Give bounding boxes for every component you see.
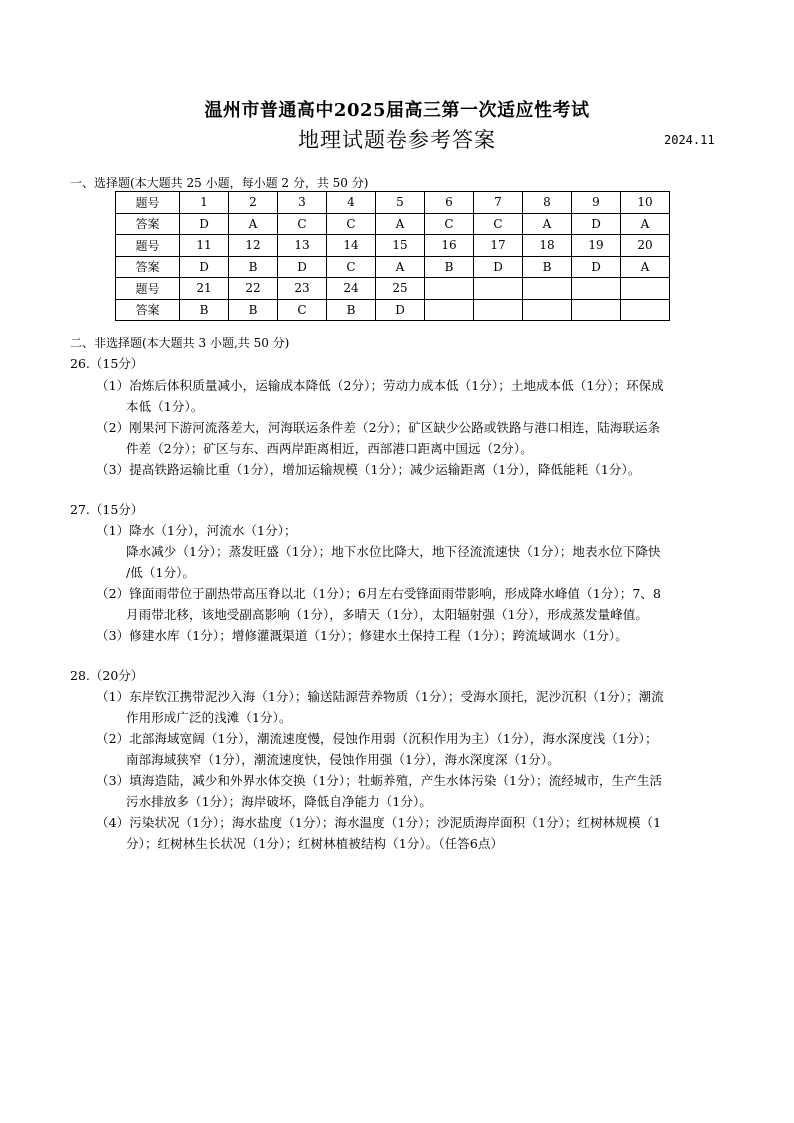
question-number-cell: 1	[180, 192, 229, 214]
answer-cell: D	[572, 213, 621, 235]
question-number-cell: 25	[376, 278, 425, 300]
question-number-cell: 14	[327, 235, 376, 257]
q28-line: （2）北部海域宽阔（1分），潮流速度慢，侵蚀作用弱（沉积作用为主）（1分），海水深度浅（1分）；	[96, 731, 658, 746]
answer-cell: B	[327, 299, 376, 321]
answer-cell: B	[180, 299, 229, 321]
q27-line: （1）降水（1分），河流水（1分）；	[96, 523, 297, 538]
answer-cell: D	[180, 256, 229, 278]
question-number-cell: 5	[376, 192, 425, 214]
q28-line: （3）填海造陆，减少和外界水体交换（1分）；牡蛎养殖，产生水体污染（1分）；流经城市，生产生活	[96, 773, 663, 788]
answer-cell: A	[376, 256, 425, 278]
answer-row-label: 答案	[116, 256, 180, 278]
answer-cell: C	[327, 213, 376, 235]
q27-line: 降水减少（1分）；蒸发旺盛（1分）；地下水位比降大，地下径流流速快（1分）；地表水位下降快	[126, 544, 661, 559]
question-number-cell: 15	[376, 235, 425, 257]
q27-line: 月雨带北移，该地受副高影响（1分），多晴天（1分），太阳辐射强（1分），形成蒸发量峰值。	[126, 607, 649, 622]
answer-cell	[621, 299, 670, 321]
q26-line: 件差（2分）；矿区与东、西两岸距离相近，西部港口距离中国远（2分）。	[126, 441, 533, 456]
question-number-cell: 16	[425, 235, 474, 257]
question-number-cell: 20	[621, 235, 670, 257]
table-row	[116, 299, 670, 321]
answer-row-label: 答案	[116, 213, 180, 235]
question-row-label: 题号	[116, 278, 180, 300]
q26-line: 本低（1分）。	[126, 399, 204, 414]
question-number-cell: 18	[523, 235, 572, 257]
question-number-cell	[621, 278, 670, 300]
question-number-cell: 10	[621, 192, 670, 214]
question-number-cell: 7	[474, 192, 523, 214]
q27-line: （2）锋面雨带位于副热带高压脊以北（1分）；6月左右受锋面雨带影响，形成降水峰值（1分）；7、8	[96, 586, 662, 601]
table-row	[116, 235, 670, 257]
answer-cell: A	[229, 213, 278, 235]
question-number-cell: 6	[425, 192, 474, 214]
q28-line: 分）；红树林生长状况（1分）；红树林植被结构（1分）。（任答6点）	[126, 836, 504, 851]
document-subtitle: 地理试题卷参考答案	[298, 128, 496, 152]
question-number-cell: 13	[278, 235, 327, 257]
answer-cell: C	[425, 213, 474, 235]
question-number-cell: 9	[572, 192, 621, 214]
q28-line: （4）污染状况（1分）；海水盐度（1分）；海水温度（1分）；沙泥质海岸面积（1分）；红树林规模（1	[96, 815, 662, 830]
question-number-cell: 17	[474, 235, 523, 257]
answer-cell: A	[376, 213, 425, 235]
q27-line: /低（1分）。	[126, 565, 196, 580]
answer-cell: B	[425, 256, 474, 278]
answer-cell: A	[523, 213, 572, 235]
answer-cell: C	[327, 256, 376, 278]
question-number-cell: 3	[278, 192, 327, 214]
answer-cell: C	[278, 213, 327, 235]
answer-row-label: 答案	[116, 299, 180, 321]
answer-cell: B	[229, 256, 278, 278]
q26-line: （1）冶炼后体积质量减小，运输成本降低（2分）；劳动力成本低（1分）；土地成本低（1分）；环保成	[96, 378, 664, 393]
question-number-cell	[523, 278, 572, 300]
question-row-label: 题号	[116, 192, 180, 214]
answer-cell: C	[474, 213, 523, 235]
exam-title: 温州市普通高中2025届高三第一次适应性考试	[204, 100, 590, 121]
answer-cell: D	[180, 213, 229, 235]
answer-cell	[474, 299, 523, 321]
q28-line: 作用形成广泛的浅滩（1分）。	[126, 710, 292, 725]
answer-cell: B	[523, 256, 572, 278]
table-row	[116, 278, 670, 300]
answer-cell: D	[474, 256, 523, 278]
question-number-cell	[572, 278, 621, 300]
q26-line: （2）刚果河下游河流落差大，河海联运条件差（2分）；矿区缺少公路或铁路与港口相连，陆海联运条	[96, 420, 661, 435]
answer-cell	[425, 299, 474, 321]
question-number-cell: 2	[229, 192, 278, 214]
question-number-cell	[425, 278, 474, 300]
q28-line: （1）东岸钦江携带泥沙入海（1分）；输送陆源营养物质（1分）；受海水顶托，泥沙沉积（1分）；潮流	[96, 689, 664, 704]
question-number-cell: 23	[278, 278, 327, 300]
answer-cell: D	[376, 299, 425, 321]
section1-heading: 一、选择题(本大题共 25 小题，每小题 2 分，共 50 分)	[70, 176, 369, 190]
answer-cell: D	[572, 256, 621, 278]
multiple-choice-answer-table	[115, 191, 670, 321]
question-row-label: 题号	[116, 235, 180, 257]
answer-cell: D	[278, 256, 327, 278]
answer-cell	[572, 299, 621, 321]
question-number-cell: 19	[572, 235, 621, 257]
answer-cell	[523, 299, 572, 321]
q27-heading: 27.（15分）	[70, 502, 144, 517]
table-row	[116, 256, 670, 278]
q28-heading: 28.（20分）	[70, 668, 144, 683]
question-number-cell: 8	[523, 192, 572, 214]
answer-cell: A	[621, 213, 670, 235]
table-row	[116, 213, 670, 235]
question-number-cell: 11	[180, 235, 229, 257]
answer-cell: A	[621, 256, 670, 278]
answer-cell: C	[278, 299, 327, 321]
q28-line: 南部海域狭窄（1分），潮流速度快，侵蚀作用强（1分），海水深度深（1分）。	[126, 752, 560, 767]
q26-heading: 26.（15分）	[70, 356, 144, 371]
q28-line: 污水排放多（1分）；海岸破坏，降低自净能力（1分）。	[126, 794, 433, 809]
section2-heading: 二、非选择题(本大题共 3 小题,共 50 分)	[70, 336, 290, 350]
question-number-cell: 24	[327, 278, 376, 300]
question-number-cell: 21	[180, 278, 229, 300]
answer-cell: B	[229, 299, 278, 321]
q27-line: （3）修建水库（1分）；增修灌溉渠道（1分）；修建水土保持工程（1分）；跨流域调水（1分）。	[96, 628, 628, 643]
question-number-cell	[474, 278, 523, 300]
question-number-cell: 12	[229, 235, 278, 257]
question-number-cell: 4	[327, 192, 376, 214]
q26-line: （3）提高铁路运输比重（1分），增加运输规模（1分）；减少运输距离（1分），降低能耗（1分）。	[96, 462, 641, 477]
table-row	[116, 192, 670, 214]
exam-date: 2024.11	[664, 133, 715, 147]
question-number-cell: 22	[229, 278, 278, 300]
